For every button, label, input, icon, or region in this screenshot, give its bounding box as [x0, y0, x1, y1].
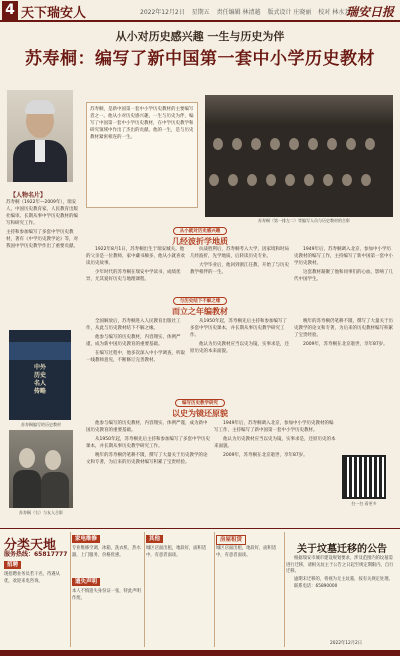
- article-column: [86, 246, 186, 285]
- ad-item: 现招聘业务员若干名，待遇从优，欢迎来电咨询。: [4, 572, 60, 584]
- notice-paragraph: 逾期未迁移的，将视为无主坟墓，按有关规定处理。: [294, 576, 393, 582]
- paragraph: 他认为历史教材应当以史为镜，实事求是，还原历史的本来面貌。: [214, 437, 336, 449]
- ad-item: 专业维修空调、冰箱、洗衣机、热水器，上门服务，价格优惠。: [72, 546, 141, 558]
- group-photo-row: [209, 171, 389, 195]
- old-photo: [9, 430, 73, 508]
- ads-phone: 服务热线：65817777: [4, 551, 68, 558]
- qr-code-icon[interactable]: [342, 455, 386, 499]
- person-head: [45, 450, 61, 470]
- old-photo-caption: 苏寿桐（右）与友人合影: [19, 510, 63, 515]
- paragraph: 少年时代的苏寿桐在瑞安中学读书，成绩优异，尤其爱好历史与地理课程。: [86, 270, 181, 282]
- ad-category: 招聘: [4, 561, 21, 569]
- issue-weekday: 星期五: [191, 9, 210, 16]
- group-photo-background: [205, 95, 393, 125]
- paragraph: 2009年，苏寿桐在北京逝世，享年87岁。: [223, 453, 308, 458]
- lead-text: 苏寿桐，是新中国第一套中小学历史教材的主要编写者之一。他从小对历史感兴趣，一生与历史为伴，编写了中国第一套中小学历史教材，在中学历史教学和研究领域中作出了杰出的贡献。他的一生，是与历史教材紧密相连的一生。: [90, 107, 194, 140]
- divider: [144, 532, 145, 647]
- person-body: [41, 472, 69, 508]
- paragraph: 他认为历史教材应当以史为镜，实事求是，还原历史的本来面貌。: [190, 342, 289, 354]
- article-column: [86, 318, 186, 366]
- paragraph: 这套教材凝聚了他和同事们的心血，影响了几代中国学生。: [294, 270, 393, 282]
- paragraph: 在编写过程中，他多次深入中小学调查，听取一线教师意见，不断修订完善教材。: [86, 351, 185, 363]
- lead-box: [86, 102, 198, 208]
- article-column: [214, 420, 336, 461]
- section-title: 而立之年编教材: [172, 307, 228, 316]
- paragraph: 他参与编写的历史教材，内容翔实、体例严谨，成为新中国历史教育的重要基础。: [86, 421, 208, 433]
- page-footer-bar: [0, 650, 400, 656]
- person-body: [13, 470, 41, 508]
- section-title: 以史为镜还原貌: [172, 409, 228, 418]
- paragraph: 全国解放后，苏寿桐进入人民教育出版社工作，从此与历史教材结下不解之缘。: [86, 319, 181, 331]
- ad-category: 房屋租赁: [216, 535, 246, 545]
- paragraph: 晚年的苏寿桐仍笔耕不辍，撰写了大量关于历史教学的论文和专著，为后来的历史教材编写积累了宝贵经验。: [86, 453, 208, 465]
- divider: [70, 532, 71, 647]
- qr-caption: 扫一扫 看更多: [351, 501, 377, 506]
- page-number: 4: [2, 1, 18, 20]
- paragraph: 2009年，苏寿桐在北京逝世，享年87岁。: [303, 342, 388, 347]
- section-pill: 与历史结下不解之缘: [173, 297, 228, 305]
- article-column: [190, 246, 290, 278]
- notice-paragraph: 联系电话：65890000: [294, 584, 338, 589]
- notice-text: [286, 556, 396, 592]
- ad-item: 城区店面出租，地段好，面积适中，有意者面谈。: [146, 546, 207, 558]
- section-pill: 编写历史教学研究: [175, 399, 225, 407]
- bio-label: 【人物名片】: [10, 192, 47, 199]
- editor: 责任编辑 林清越: [216, 9, 261, 16]
- textbook-caption: 苏寿桐编写的历史教材: [21, 422, 61, 427]
- section-title: 几经波折学地质: [172, 237, 228, 246]
- ad-item: 城区店面出租，地段好，面积适中，有意者面谈。: [216, 546, 277, 558]
- divider: [284, 532, 285, 647]
- header-meta: [140, 7, 355, 16]
- article-column: [294, 246, 394, 285]
- paragraph: 1922年8月1日，苏寿桐出生于瑞安城关。他的父亲是一位教师，家中藏书颇多，他从小就喜欢读历史故事。: [86, 247, 185, 266]
- ad-category: 家电维修: [72, 535, 100, 543]
- group-photo: [205, 95, 393, 217]
- paragraph: 1949年后，苏寿桐调入北京，参加中小学历史教材的编写工作，主持编写了新中国第一套中小学历史教材。: [214, 421, 334, 433]
- paragraph: 1949年后，苏寿桐调入北京，参加中小学历史教材的编写工作，主持编写了新中国第一套中小学历史教材。: [294, 247, 393, 266]
- person-head: [19, 448, 35, 468]
- notice-date: 2022年12月2日: [330, 641, 363, 646]
- portrait-shirt: [35, 140, 45, 162]
- article-column: [86, 420, 210, 468]
- bio-paragraph: 苏寿桐（1922年—2009年），瑞安人，中国历史教育家，人民教育出版社编审。长期从事中学历史教材的编写和研究工作。: [6, 200, 78, 226]
- paragraph: 大学毕业后，他回到浙江任教，开始了与历史教学相伴的一生。: [190, 263, 289, 275]
- paragraph: 抗战胜利后，苏寿桐考入大学，因家境和时局几经波折，先学地质，后转读历史专业。: [190, 247, 289, 259]
- designer: 版式设计 庄晓丽: [267, 9, 312, 16]
- paragraph: 从1950年起，苏寿桐先后主持和参加编写了多套中学历史课本，并长期从事历史教学研究工作。: [86, 437, 210, 449]
- portrait-hair: [25, 100, 55, 114]
- section-heading: [140, 226, 260, 247]
- ad-item: 本人不慎遗失身份证一张，特此声明作废。: [72, 589, 141, 601]
- article-column: [294, 318, 394, 350]
- book-band: [9, 342, 71, 360]
- paragraph: 从1950年起，苏寿桐先后主持和参加编写了多套中学历史课本，并长期从事历史教学研究工作。: [190, 319, 287, 338]
- notice-paragraph: 根据瑞安市城市建设规划要求，涉及范围内的坟墓需进行迁移，请相关坟主于公告之日起至规定期限内，自行迁移。: [286, 556, 394, 574]
- section-pill: 从小就对历史感兴趣: [173, 227, 228, 235]
- section-title: 天下瑞安人: [21, 6, 87, 21]
- article-title: 苏寿桐：编写了新中国第一套中小学历史教材: [25, 49, 375, 69]
- section-heading: [140, 398, 260, 419]
- article-column: [190, 318, 290, 357]
- bio-paragraph: 主持和参加编写了多套中学历史教材，著有《中学历史教学论》等，对我国中学历史教学作出了重要贡献。: [6, 230, 78, 249]
- article-subtitle: 从小对历史感兴趣 一生与历史为伴: [115, 30, 285, 43]
- group-photo-caption: 苏寿桐（第一排左二）等编写人员与历史教材的合影: [258, 218, 350, 223]
- ad-category: 其他: [146, 535, 163, 543]
- paragraph: 晚年的苏寿桐仍笔耕不辍，撰写了大量关于历史教学的论文和专著，为后来的历史教材编写积累了宝贵经验。: [294, 319, 393, 338]
- paragraph: 他参与编写的历史教材，内容翔实、体例严谨，成为新中国历史教育的重要基础。: [86, 335, 181, 347]
- bio-text: [6, 199, 80, 252]
- group-photo-row: [213, 135, 385, 159]
- book-spine-title: 中外历史名人传略: [33, 364, 46, 395]
- newspaper-brand: 瑞安日报: [345, 5, 394, 19]
- ad-category: 遗失声明: [72, 578, 100, 586]
- notice-title: 关于坟墓迁移的公告: [297, 544, 387, 555]
- divider: [214, 532, 215, 647]
- ads-title: 分类天地: [4, 538, 57, 553]
- section-heading: [140, 296, 260, 317]
- portrait-photo: [7, 90, 73, 182]
- page-header: [0, 0, 400, 22]
- proofreader: 校对 林水芳: [318, 9, 351, 16]
- textbook-photo: [9, 330, 71, 420]
- issue-date: 2022年12月2日: [140, 9, 185, 16]
